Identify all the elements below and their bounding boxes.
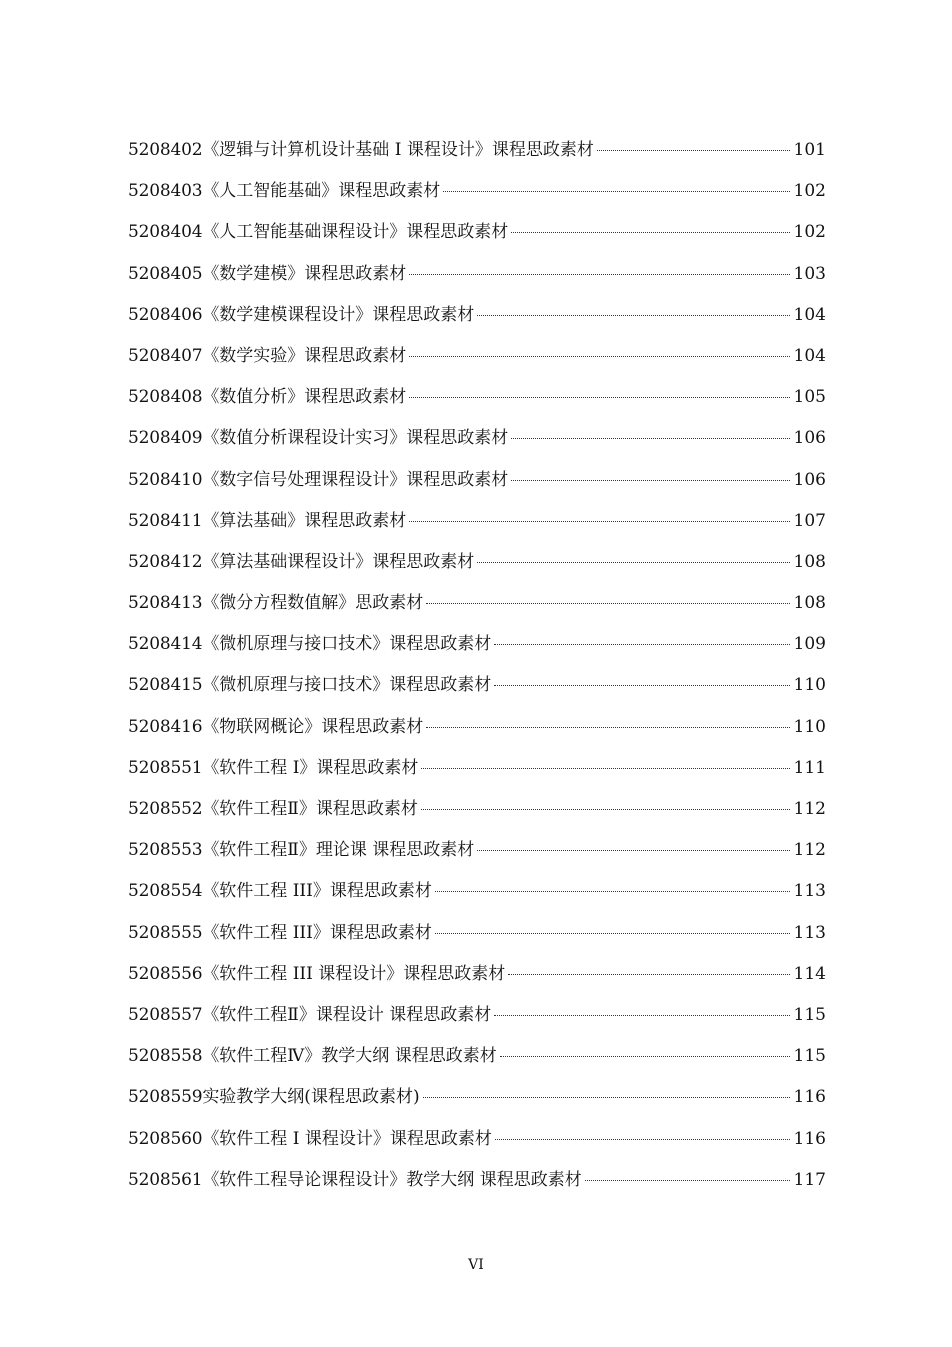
toc-entry-title: 《数字信号处理课程设计》课程思政素材: [202, 469, 509, 490]
toc-entry-title: 《人工智能基础课程设计》课程思政素材: [202, 222, 509, 243]
dot-leader: [494, 1015, 789, 1016]
toc-entry-title: 《微机原理与接口技术》课程思政素材: [202, 634, 492, 655]
dot-leader: [597, 150, 790, 151]
toc-entry-title: 《软件工程Ⅱ》理论课 课程思政素材: [202, 840, 475, 861]
toc-entry-page-number: 108: [793, 593, 826, 614]
dot-leader: [511, 438, 789, 439]
toc-entry-title: 《软件工程 III》课程思政素材: [202, 922, 432, 943]
toc-entry-code: 5208551: [128, 757, 203, 778]
toc-entry-code: 5208415: [128, 675, 203, 696]
toc-entry-code: 5208557: [128, 1004, 203, 1025]
dot-leader: [409, 356, 789, 357]
toc-entry[interactable]: [128, 258, 826, 299]
toc-entry[interactable]: [128, 381, 826, 422]
toc-entry-code: 5208404: [128, 222, 203, 243]
toc-entry-page-number: 111: [793, 757, 826, 778]
toc-entry-title: 《数值分析课程设计实习》课程思政素材: [202, 428, 509, 449]
toc-entry-page-number: 116: [793, 1087, 826, 1108]
toc-entry-code: 5208409: [128, 428, 203, 449]
toc-entry-code: 5208553: [128, 840, 203, 861]
toc-entry[interactable]: [128, 546, 826, 587]
dot-leader: [494, 644, 789, 645]
toc-entry-code: 5208406: [128, 304, 203, 325]
toc-entry-code: 5208555: [128, 922, 203, 943]
toc-entry-page-number: 114: [793, 963, 826, 984]
toc-entry[interactable]: [128, 1081, 826, 1122]
toc-entry-page-number: 113: [793, 881, 826, 902]
toc-entry-code: 5208402: [128, 140, 203, 160]
toc-entry[interactable]: [128, 752, 826, 793]
toc-entry[interactable]: [128, 464, 826, 505]
dot-leader: [585, 1180, 790, 1181]
toc-entry[interactable]: [128, 793, 826, 834]
toc-entry-page-number: 101: [793, 140, 826, 160]
toc-entry[interactable]: [128, 1164, 826, 1205]
toc-entry-code: 5208556: [128, 963, 203, 984]
toc-entry-title: 《软件工程 I 课程设计》课程思政素材: [202, 1128, 492, 1149]
dot-leader: [426, 603, 789, 604]
toc-entry-title: 《软件工程 III》课程思政素材: [202, 881, 432, 902]
toc-entry-page-number: 115: [793, 1046, 826, 1067]
toc-entry-title: 《数值分析》课程思政素材: [202, 387, 407, 408]
dot-leader: [409, 274, 789, 275]
dot-leader: [494, 685, 789, 686]
toc-entry[interactable]: [128, 669, 826, 710]
toc-entry-title: 《软件工程 I》课程思政素材: [202, 757, 419, 778]
toc-entry-page-number: 102: [793, 222, 826, 243]
toc-entry[interactable]: [128, 875, 826, 916]
toc-entry[interactable]: [128, 628, 826, 669]
toc-entry-code: 5208554: [128, 881, 203, 902]
toc-entry-page-number: 116: [793, 1128, 826, 1149]
toc-entry[interactable]: [128, 340, 826, 381]
dot-leader: [423, 1097, 790, 1098]
page-number: VI: [468, 1257, 484, 1273]
toc-entry-code: 5208559: [128, 1087, 203, 1108]
toc-entry-code: 5208416: [128, 716, 203, 737]
toc-entry-title: 《软件工程Ⅱ》课程思政素材: [202, 799, 418, 819]
dot-leader: [421, 809, 790, 810]
toc-entry-code: 5208561: [128, 1169, 203, 1190]
toc-entry-code: 5208407: [128, 345, 203, 366]
toc-entry[interactable]: [128, 1040, 826, 1081]
toc-entry[interactable]: [128, 711, 826, 752]
toc-entry-page-number: 105: [793, 387, 826, 408]
toc-entry-page-number: 104: [793, 304, 826, 325]
toc-entry-title: 《软件工程 III 课程设计》课程思政素材: [202, 963, 506, 984]
dot-leader: [435, 891, 790, 892]
toc-entry-title: 《软件工程导论课程设计》教学大纲 课程思政素材: [202, 1169, 582, 1190]
dot-leader: [511, 232, 789, 233]
dot-leader: [477, 315, 789, 316]
toc-entry-code: 5208414: [128, 634, 203, 655]
toc-entry[interactable]: [128, 999, 826, 1040]
toc-entry-code: 5208558: [128, 1046, 203, 1067]
toc-entry-title: 实验教学大纲(课程思政素材): [202, 1087, 420, 1108]
toc-entry-code: 5208413: [128, 593, 203, 614]
toc-entry[interactable]: [128, 1123, 826, 1164]
toc-entry[interactable]: [128, 834, 826, 875]
toc-entry[interactable]: [128, 216, 826, 257]
toc-entry[interactable]: [128, 134, 826, 175]
toc-entry-page-number: 112: [793, 840, 826, 861]
toc-entry-page-number: 110: [793, 716, 826, 737]
toc-entry-page-number: 102: [793, 181, 826, 202]
toc-entry-page-number: 108: [793, 551, 826, 572]
dot-leader: [500, 1056, 790, 1057]
toc-entry[interactable]: [128, 505, 826, 546]
dot-leader: [477, 562, 789, 563]
dot-leader: [511, 480, 789, 481]
toc-entry-page-number: 110: [793, 675, 826, 696]
toc-entry-page-number: 115: [793, 1004, 826, 1025]
dot-leader: [508, 974, 789, 975]
toc-entry-page-number: 106: [793, 428, 826, 449]
toc-entry[interactable]: [128, 422, 826, 463]
toc-entry-title: 《算法基础课程设计》课程思政素材: [202, 551, 475, 572]
toc-entry-title: 《物联网概论》课程思政素材: [202, 716, 424, 737]
dot-leader: [443, 191, 789, 192]
toc-entry[interactable]: [128, 175, 826, 216]
toc-entry-page-number: 109: [793, 634, 826, 655]
toc-entry-title: 《软件工程Ⅳ》教学大纲 课程思政素材: [202, 1046, 497, 1067]
dot-leader: [495, 1139, 790, 1140]
toc-entry-code: 5208560: [128, 1128, 203, 1149]
dot-leader: [409, 521, 789, 522]
table-of-contents: [128, 134, 826, 1205]
toc-entry[interactable]: [128, 958, 826, 999]
toc-entry-title: 《数学实验》课程思政素材: [202, 345, 407, 366]
toc-entry-title: 《微机原理与接口技术》课程思政素材: [202, 675, 492, 696]
toc-entry-page-number: 106: [793, 469, 826, 490]
toc-entry-page-number: 104: [793, 345, 826, 366]
dot-leader: [409, 397, 789, 398]
toc-entry-code: 5208410: [128, 469, 203, 490]
toc-entry-code: 5208408: [128, 387, 203, 408]
toc-entry-page-number: 107: [793, 510, 826, 531]
toc-entry-title: 《软件工程Ⅱ》课程设计 课程思政素材: [202, 1004, 492, 1025]
toc-entry-title: 《数学建模课程设计》课程思政素材: [202, 304, 475, 325]
toc-entry-code: 5208411: [128, 510, 203, 531]
toc-entry-page-number: 103: [793, 263, 826, 284]
toc-entry[interactable]: [128, 917, 826, 958]
toc-entry-code: 5208405: [128, 263, 203, 284]
toc-entry-page-number: 113: [793, 922, 826, 943]
toc-entry-page-number: 112: [793, 799, 826, 819]
toc-entry-code: 5208552: [128, 799, 203, 819]
toc-entry[interactable]: [128, 587, 826, 628]
dot-leader: [426, 727, 789, 728]
toc-entry-title: 《人工智能基础》课程思政素材: [202, 181, 441, 202]
toc-entry-code: 5208412: [128, 551, 203, 572]
dot-leader: [477, 850, 789, 851]
toc-entry-title: 《算法基础》课程思政素材: [202, 510, 407, 531]
toc-entry-title: 《逻辑与计算机设计基础 I 课程设计》课程思政素材: [202, 140, 594, 160]
toc-entry[interactable]: [128, 299, 826, 340]
toc-entry-page-number: 117: [793, 1169, 826, 1190]
toc-entry-title: 《微分方程数值解》思政素材: [202, 593, 424, 614]
dot-leader: [421, 768, 789, 769]
dot-leader: [435, 933, 790, 934]
toc-entry-title: 《数学建模》课程思政素材: [202, 263, 407, 284]
toc-entry-code: 5208403: [128, 181, 203, 202]
